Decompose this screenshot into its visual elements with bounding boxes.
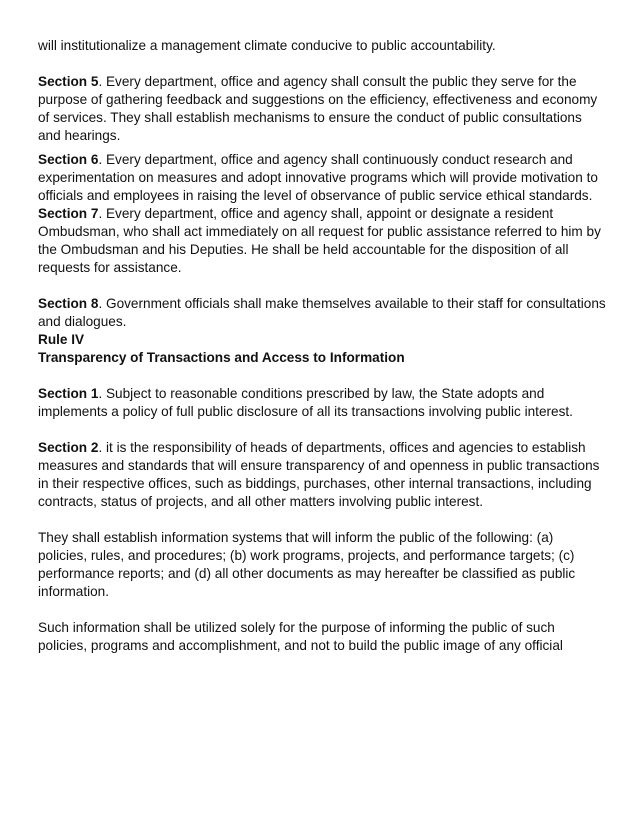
section-7-text: . Every department, office and agency shall, appoint or designate a resident Ombudsman, who shall act immediately on all request for public assistance referred to him by the Ombudsman and his Deputies. He shall be held accountable for the disposition of all requests for assistance. — [38, 206, 601, 275]
rule-4-section-2-text: . it is the responsibility of heads of departments, offices and agencies to establish measures and standards that will ensure transparency of and openness in public transactions in their respective offices, such as biddings, purchases, other internal transactions, including contracts, status of projects, and all other matters involving public interest. — [38, 440, 600, 509]
rule-4-section-1-text: . Subject to reasonable conditions prescribed by law, the State adopts and implements a policy of full public disclosure of all its transactions involving public interest. — [38, 386, 573, 419]
section-8-text: . Government officials shall make themselves available to their staff for consultations and dialogues. — [38, 296, 606, 329]
document-page — [38, 37, 606, 655]
rule-subtitle: Transparency of Transactions and Access to Information — [38, 350, 405, 365]
section-6-paragraph — [38, 151, 606, 205]
section-5-text: . Every department, office and agency shall consult the public they serve for the purpose of gathering feedback and suggestions on the efficiency, effectiveness and economy of services. They shall establish mechanisms to ensure the conduct of public consultations and hearings. — [38, 74, 598, 143]
section-7-paragraph — [38, 205, 606, 277]
rule-title: Rule IV — [38, 332, 85, 347]
section-5-paragraph — [38, 73, 606, 145]
information-use-paragraph: Such information shall be utilized solely for the purpose of informing the public of such policies, programs and accomplishment, and not to build the public image of any official — [38, 620, 563, 653]
section-5-label: Section 5 — [38, 74, 99, 89]
section-8-label: Section 8 — [38, 296, 99, 311]
section-6-text: . Every department, office and agency shall continuously conduct research and experimentation on measures and adopt innovative programs which will provide motivation to officials and employees in raising the level of observance of public service ethical standards. — [38, 152, 598, 203]
rule-4-section-1-label: Section 1 — [38, 386, 99, 401]
section-6-label: Section 6 — [38, 152, 99, 167]
opening-line: will institutionalize a management climate conducive to public accountability. — [38, 38, 496, 53]
section-7-label: Section 7 — [38, 206, 99, 221]
section-8-paragraph — [38, 295, 606, 331]
rule-4-section-1-paragraph — [38, 385, 606, 421]
rule-4-section-2-paragraph — [38, 439, 606, 511]
rule-4-section-2-label: Section 2 — [38, 440, 99, 455]
information-systems-paragraph: They shall establish information systems that will inform the public of the following: (a) policies, rules, and procedures; (b) work programs, projects, and performance targets; (c) performance reports; and (d) all other documents as may hereafter be classified as public information. — [38, 530, 576, 599]
